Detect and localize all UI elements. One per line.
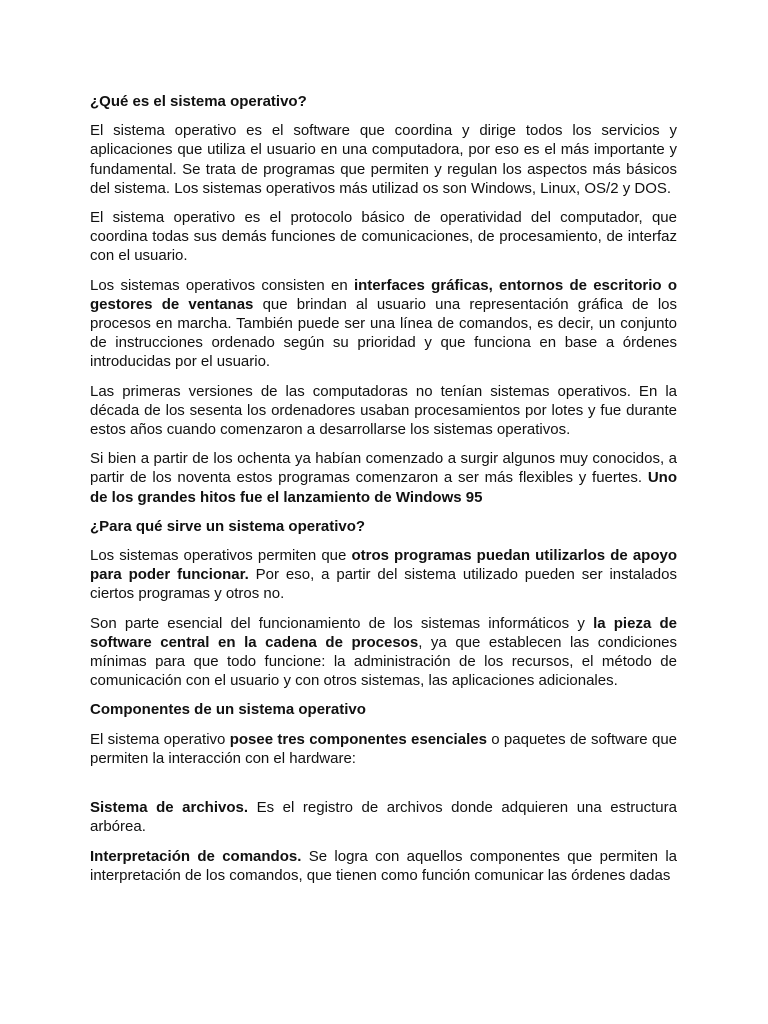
text-run: Los sistemas operativos consisten en bbox=[90, 276, 354, 294]
paragraph-os-history: Las primeras versiones de las computadoras no tenían sistemas operativos. En la década de los sesenta los ordenadores usaban procesamientos por lotes y fue durante estos años cuando comenzaron a desarrollarse los sistemas operativos. bbox=[90, 382, 677, 439]
text-run: , ya que establecen las condiciones mínimas para que todo funcione: la administración de los recursos, el método de comunicación con el usuario y con otros sistemas, las aplicaciones adicionales. bbox=[90, 633, 677, 690]
section-heading-what-is-os: ¿Qué es el sistema operativo? bbox=[90, 93, 307, 110]
text-run: Es el registro de archivos donde adquieren una estructura arbórea. bbox=[90, 799, 677, 836]
section-heading-components: Componentes de un sistema operativo bbox=[90, 701, 366, 719]
bold-run: Uno de los grandes hitos fue el lanzamiento de Windows 95 bbox=[90, 469, 677, 506]
text-run: El sistema operativo bbox=[90, 730, 230, 748]
text-run: Los sistemas operativos permiten que bbox=[90, 547, 352, 565]
text-run: que brindan al usuario una representación gráfica de los procesos en marcha. También puede ser una línea de comandos, es decir, un conjunto de instrucciones ordenado según su prioridad y que funciona en base a órdenes introducidas por el usuario. bbox=[90, 295, 677, 371]
bold-run: Sistema de archivos. bbox=[90, 799, 249, 817]
paragraph-os-protocol: El sistema operativo es el protocolo básico de operatividad del computador, que coordina todas sus demás funciones de comunicaciones, de procesamiento, de interfaz con el usuario. bbox=[90, 209, 677, 265]
section-heading-what-for: ¿Para qué sirve un sistema operativo? bbox=[90, 517, 366, 535]
paragraph-file-system bbox=[90, 798, 677, 836]
text-run: o paquetes de software que permiten la interacción con el hardware: bbox=[90, 730, 677, 767]
document-page bbox=[90, 92, 677, 895]
paragraph-os-interfaces bbox=[90, 276, 677, 372]
paragraph-os-definition: El sistema operativo es el software que coordina y dirige todos los servicios y aplicaciones que utiliza el usuario en una computadora, por eso es el más importante y fundamental. Se trata de programas que permiten y regulan los aspectos más básicos del sistema. Los sistemas operativos más utilizad os son Windows, Linux, OS/2 y DOS. bbox=[90, 122, 677, 197]
paragraph-os-essential bbox=[90, 614, 677, 691]
bold-run: la pieza de software central en la cadena de procesos bbox=[90, 614, 677, 651]
text-run: Se logra con aquellos componentes que permiten la interpretación de los comandos, que tienen como función comunicar las órdenes dadas bbox=[90, 847, 677, 884]
blank-line bbox=[90, 778, 677, 798]
paragraph-os-support bbox=[90, 546, 677, 604]
paragraph-os-components bbox=[90, 730, 677, 768]
text-run: Si bien a partir de los ochenta ya habían comenzado a surgir algunos muy conocidos, a partir de los noventa estos programas comenzaron a ser más flexibles y fuertes. bbox=[90, 450, 677, 487]
paragraph-command-interpretation bbox=[90, 847, 677, 885]
paragraph-os-eighties bbox=[90, 449, 677, 507]
bold-run: otros programas puedan utilizarlos de apoyo para poder funcionar. bbox=[90, 547, 677, 584]
bold-run: interfaces gráficas, entornos de escritorio o gestores de ventanas bbox=[90, 276, 677, 313]
text-run: Por eso, a partir del sistema utilizado pueden ser instalados ciertos programas y otros no. bbox=[90, 566, 677, 603]
bold-run: posee tres componentes esenciales bbox=[229, 730, 487, 748]
text-run: Son parte esencial del funcionamiento de los sistemas informáticos y bbox=[90, 614, 594, 632]
bold-run: Interpretación de comandos. bbox=[90, 847, 302, 865]
